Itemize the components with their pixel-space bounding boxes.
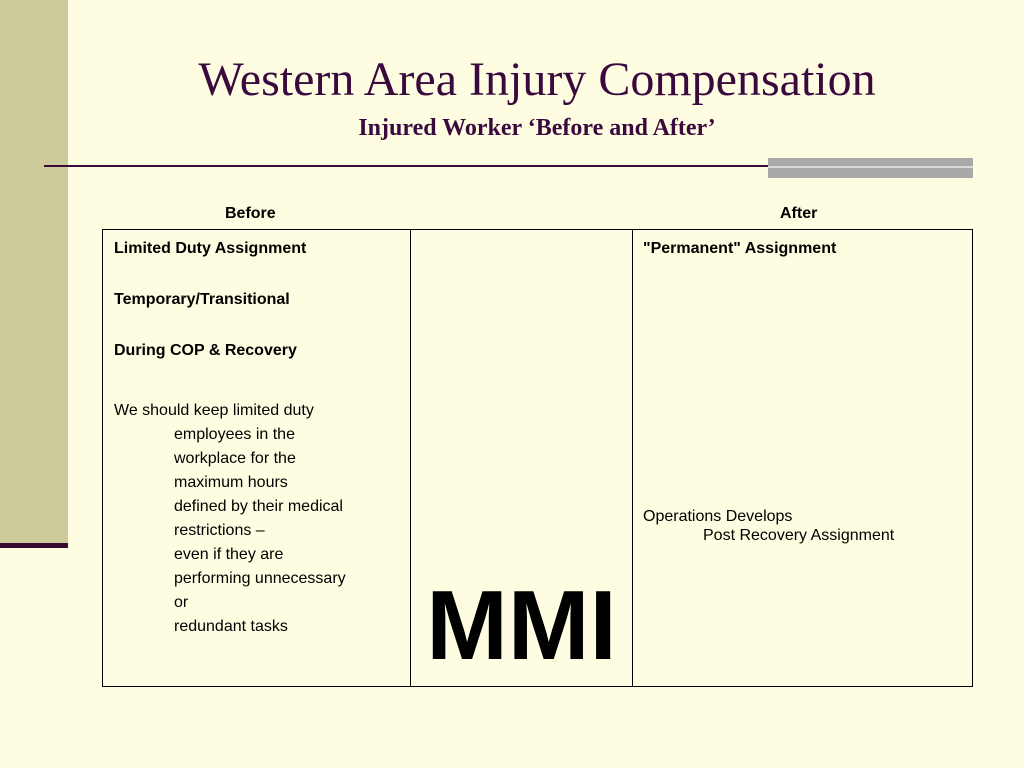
after-header: After [780, 205, 818, 222]
before-cell [103, 230, 411, 686]
limited-duty-line: Limited Duty Assignment [114, 240, 307, 257]
para-line: or [174, 594, 189, 611]
ops-line: Post Recovery Assignment [703, 527, 895, 544]
comparison-table [102, 229, 973, 687]
para-line: defined by their medical [174, 498, 343, 515]
before-header: Before [225, 205, 276, 222]
left-decor-rule [0, 543, 68, 548]
temporary-line: Temporary/Transitional [114, 291, 290, 308]
para-line: even if they are [174, 546, 284, 563]
operations-text [643, 507, 894, 545]
para-line: redundant tasks [174, 618, 288, 635]
slide-title: Western Area Injury Compensation [198, 53, 876, 106]
mmi-cell [411, 230, 633, 686]
para-line: restrictions – [174, 522, 265, 539]
title-divider [44, 165, 770, 167]
slide-subtitle: Injured Worker ‘Before and After’ [358, 115, 716, 141]
limited-duty-paragraph [114, 399, 410, 639]
para-line: workplace for the [174, 450, 296, 467]
after-cell [633, 230, 972, 686]
para-line: maximum hours [174, 474, 288, 491]
accent-bar [768, 158, 973, 178]
ops-line: Operations Develops [643, 508, 793, 525]
para-line: We should keep limited duty [114, 402, 314, 419]
mmi-label: MMI [426, 570, 617, 680]
permanent-assignment-line: "Permanent" Assignment [643, 240, 837, 257]
para-line: employees in the [174, 426, 295, 443]
during-cop-line: During COP & Recovery [114, 342, 297, 359]
para-line: performing unnecessary [174, 570, 346, 587]
